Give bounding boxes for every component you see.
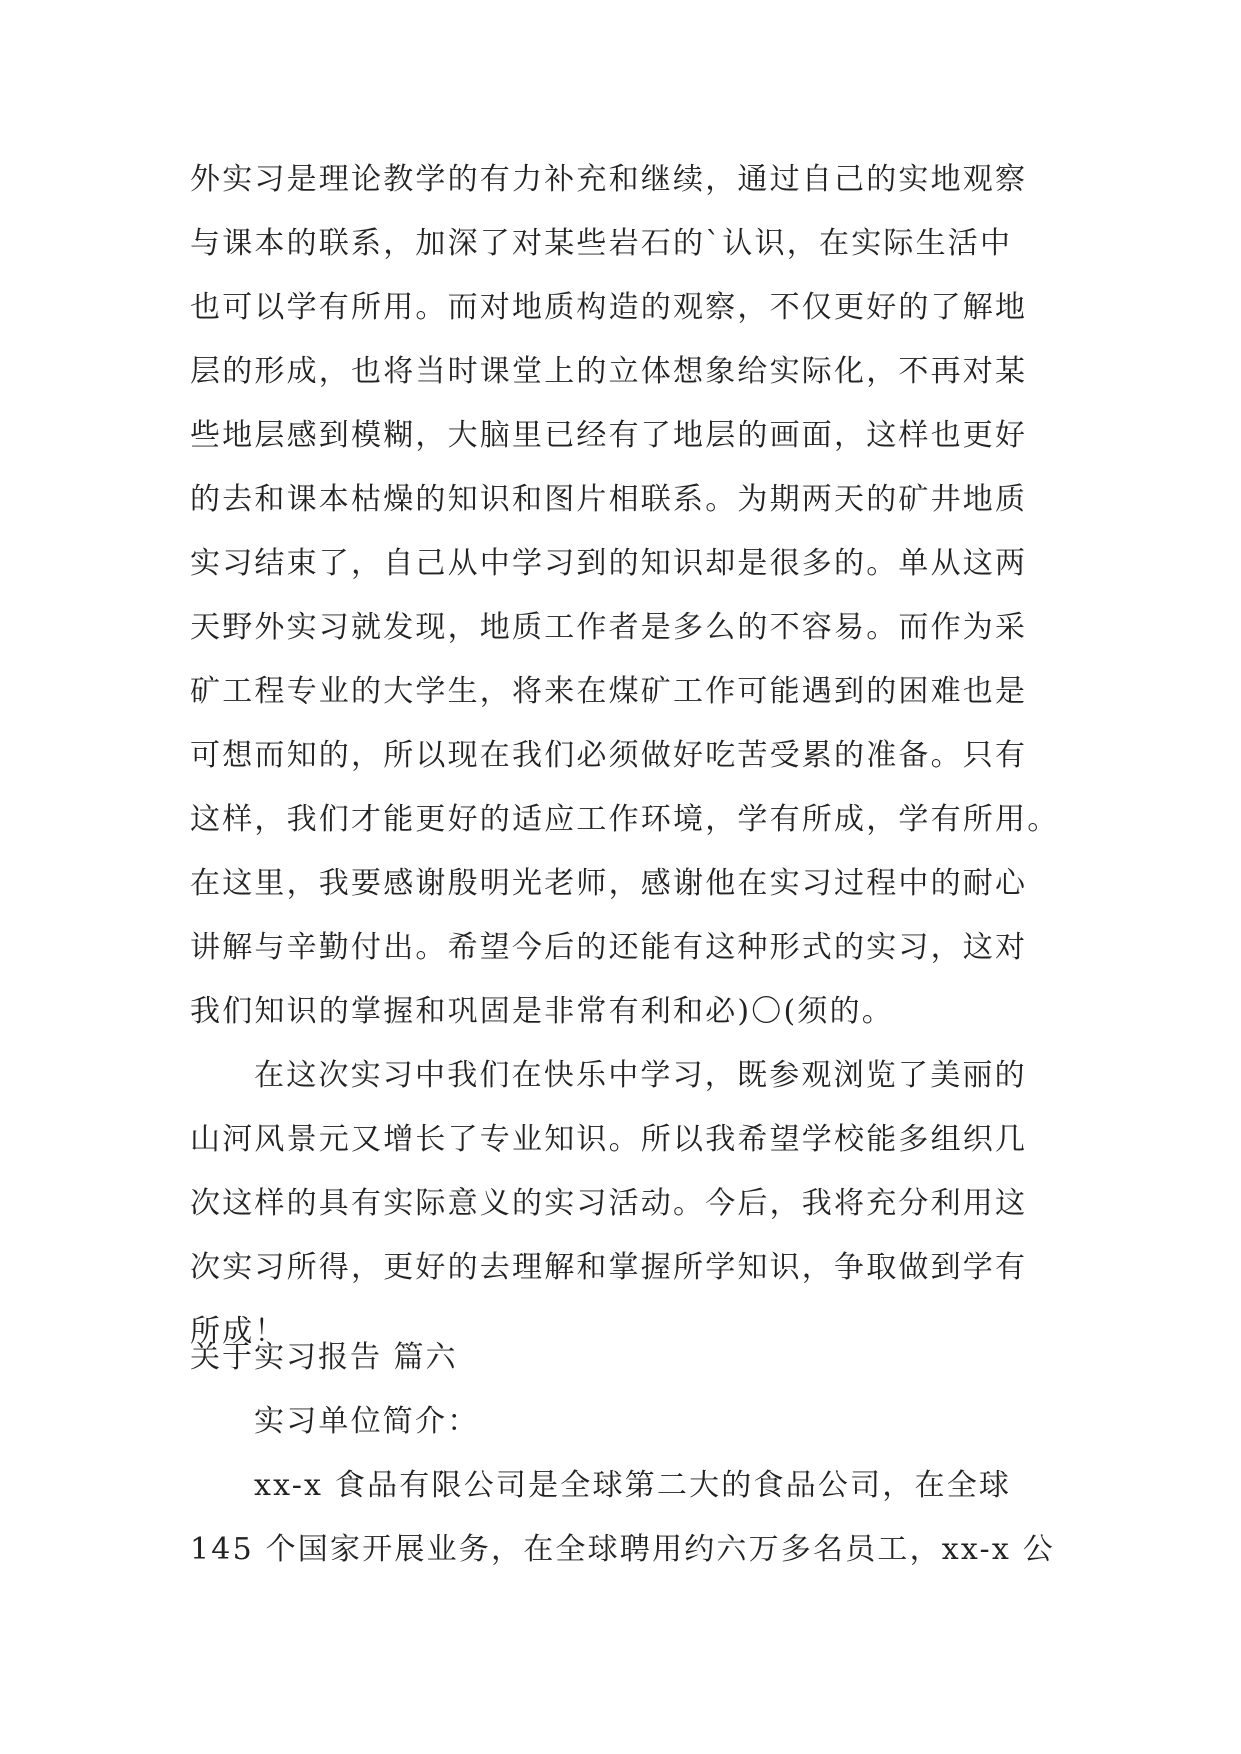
text-line: 些地层感到模糊，大脑里已经有了地层的画面，这样也更好 [190,418,1028,453]
text-line: 实习结束了，自己从中学习到的知识却是很多的。单从这两 [190,546,1028,581]
text-line: 天野外实习就发现，地质工作者是多么的不容易。而作为采 [190,610,1028,645]
text-line: 这样，我们才能更好的适应工作环境，学有所成，学有所用。 [190,802,1060,837]
paragraph-1 [190,148,1060,1044]
text-line: 也可以学有所用。而对地质构造的观察，不仅更好的了解地 [190,290,1028,325]
text-line: 的去和课本枯燥的知识和图片相联系。为期两天的矿井地质 [190,482,1028,517]
text-line: 所成！ [190,1314,287,1349]
text-line: 145 个国家开展业务，在全球聘用约六万多名员工，xx-x 公 [190,1532,1055,1567]
text-line: 次这样的具有实际意义的实习活动。今后，我将充分利用这 [190,1186,1028,1221]
text-line: 矿工程专业的大学生，将来在煤矿工作可能遇到的困难也是 [190,674,1028,709]
section-heading: 关于实习报告 篇六 [190,1340,458,1375]
text-line: 外实习是理论教学的有力补充和继续，通过自己的实地观察 [190,162,1028,197]
text-line: 山河风景元又增长了专业知识。所以我希望学校能多组织几 [190,1122,1028,1157]
paragraph-2 [190,1044,1050,1364]
text-line: 在这里，我要感谢殷明光老师，感谢他在实习过程中的耐心 [190,866,1028,901]
text-line: 次实习所得，更好的去理解和掌握所学知识，争取做到学有 [190,1250,1028,1285]
section-intro: 实习单位简介： [254,1404,480,1439]
text-line: 层的形成，也将当时课堂上的立体想象给实际化，不再对某 [190,354,1028,389]
section-body [190,1390,1055,1582]
text-line: 在这次实习中我们在快乐中学习，既参观浏览了美丽的 [254,1058,1027,1093]
text-line: 我们知识的掌握和巩固是非常有利和必)〇(须的。 [190,994,895,1029]
text-line: 与课本的联系，加深了对某些岩石的`认识，在实际生活中 [190,226,1013,261]
text-line: xx-x 食品有限公司是全球第二大的食品公司，在全球 [254,1468,1012,1503]
text-line: 可想而知的，所以现在我们必须做好吃苦受累的准备。只有 [190,738,1028,773]
text-line: 讲解与辛勤付出。希望今后的还能有这种形式的实习，这对 [190,930,1028,965]
